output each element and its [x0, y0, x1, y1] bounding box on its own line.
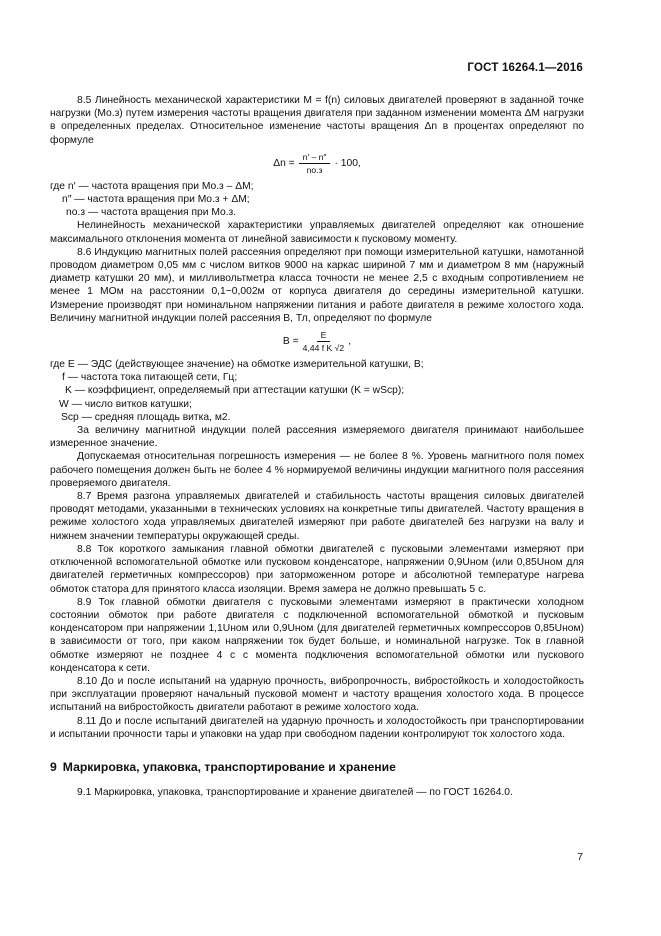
paragraph-9-1: 9.1 Маркировка, упаковка, транспортирование и хранение двигателей — по ГОСТ 16264.0. [77, 787, 513, 799]
section-heading-9 [50, 761, 584, 774]
definition-line: Sср — средняя площадь витка, м2. [61, 411, 231, 423]
paragraph-8-5: 8.5 Линейность механической характеристики M = f(n) силовых двигателей проверяют в заданной точке нагрузки (Mо.з) путем измерения частоты вращения двигателя при заданном изменении момента ΔM нагрузки в определенных пределах. Относительное изменение частоты вращения Δn в процентах определяют по формуле [50, 95, 584, 146]
definition-line: где E — ЭДС (действующее значение) на обмотке измерительной катушки, В; [50, 359, 424, 371]
paragraph-8-6-error: Допускаемая относительная погрешность измерения — не более 8 %. Уровень магнитного поля помех рабочего помещения должен быть не более 4 % нормируемой величины индукции магнитного поля рассеяния проверяемого двигателя. [50, 451, 584, 489]
document-header: ГОСТ 16264.1—2016 [467, 62, 583, 74]
definition-line: K — коэффициент, определяемый при аттестации катушки (K = wSср); [65, 385, 405, 397]
formula-b [50, 330, 584, 353]
formula-delta-n [50, 152, 584, 175]
paragraph-8-6-max: За величину магнитной индукции полей рассеяния измеряемого двигателя принимают наибольшее измеренное значение. [50, 425, 584, 450]
formula-rhs: , [348, 335, 352, 347]
definition-line: W — число витков катушки; [59, 398, 192, 410]
paragraph-8-8: 8.8 Ток короткого замыкания главной обмотки двигателей с пусковыми элементами измеряют при отключенной вспомогательной обмотке или пусковом конденсаторе, напряжении 0,9Uном (или 0,85Uном для двигателей герметичных компрессоров) при заторможенном роторе и абсолютной температуре нагрева обмоток статора для принятого класса изоляции. Время замера не должно превышать 5 с. [50, 543, 584, 595]
definition-line: nо.з — частота вращения при Mо.з. [66, 207, 237, 219]
formula-fraction [299, 152, 331, 175]
formula-denominator: 4,44 f K √2 [302, 343, 345, 354]
formula-denominator: nо.з [306, 164, 323, 175]
page-content [50, 94, 584, 799]
paragraph-8-7: 8.7 Время разгона управляемых двигателей и стабильность частоты вращения силовых двигателей проводят методами, указанными в технических условиях на конкретные типы двигателей. Частоту вращения в режиме холостого хода управляемых двигателей измеряют при работе двигателей без нагрузки на валу и нижнем значении температуры окружающей среды. [50, 491, 584, 542]
paragraph-8-5-note: Нелинейность механической характеристики управляемых двигателей определяют как отношение максимального отклонения момента от линейной зависимости к пусковому моменту. [50, 220, 584, 245]
paragraph-8-6: 8.6 Индукцию магнитных полей рассеяния определяют при помощи измерительной катушки, намотанной проводом диаметром 0,05 мм с числом витков 9000 на каркас шириной 7 мм и диаметром 8 мм (наружный диаметр катушки 20 мм), и милливольтметра класса точности не менее 2,5 с входным сопротивлением не менее 1 МОм на расстоянии 0,1−0,002м от корпуса двигателя до середины измерительной катушки. Измерение производят при номинальном напряжении питания и работе двигателя в режиме холостого хода. Величину магнитной индукции полей рассеяния B, Тл, определяют по формуле [50, 246, 584, 324]
definitions-8-6 [50, 358, 584, 424]
formula-numerator: n′ – n″ [299, 152, 331, 164]
formula-lhs: Δn = [273, 157, 295, 169]
definitions-8-5 [50, 180, 584, 220]
paragraph-8-9: 8.9 Ток главной обмотки двигателя с пусковыми элементами измеряют в практически холодном состоянии обмоток при работе двигателя с подключенной вспомогательной обмоткой и пусковым конденсатором при напряжении 1,1Uном или 0,9Uном (для двигателей герметичных компрессоров 0,85Uном) в зависимости от того, при каком напряжении ток будет больше, и номинальной нагрузке. Ток в главной обмотке измеряют не позднее 4 с с момента подключения вспомогательной обмотки или пускового конденсатора к сети. [50, 596, 584, 674]
definition-line: f — частота тока питающей сети, Гц; [62, 372, 238, 384]
formula-rhs: · 100, [334, 157, 361, 169]
paragraph-8-11: 8.11 До и после испытаний двигателей на ударную прочность и холодостойкость при транспортировании и испытании прочности тары и упаковки на удар при свободном падении контролируют ток холостого хода. [50, 715, 584, 740]
page-number: 7 [577, 852, 583, 863]
formula-lhs: B = [282, 335, 299, 347]
formula-fraction [303, 330, 345, 353]
definition-line: где n′ — частота вращения при Mо.з – ΔM; [50, 180, 254, 192]
definition-line: n″ — частота вращения при Mо.з + ΔM; [62, 194, 250, 206]
section-title: Маркировка, упаковка, транспортирование и хранение [62, 759, 396, 774]
formula-numerator: E [317, 330, 331, 342]
paragraph-8-10: 8.10 До и после испытаний на ударную прочность, вибропрочность, вибростойкость и холодостойкость при эксплуатации проверяют начальный пусковой момент и частоту вращения холостого хода. В процессе испытаний на вибростойкость двигатели работают в режиме холостого хода. [50, 675, 584, 714]
section-number: 9 [50, 759, 57, 774]
